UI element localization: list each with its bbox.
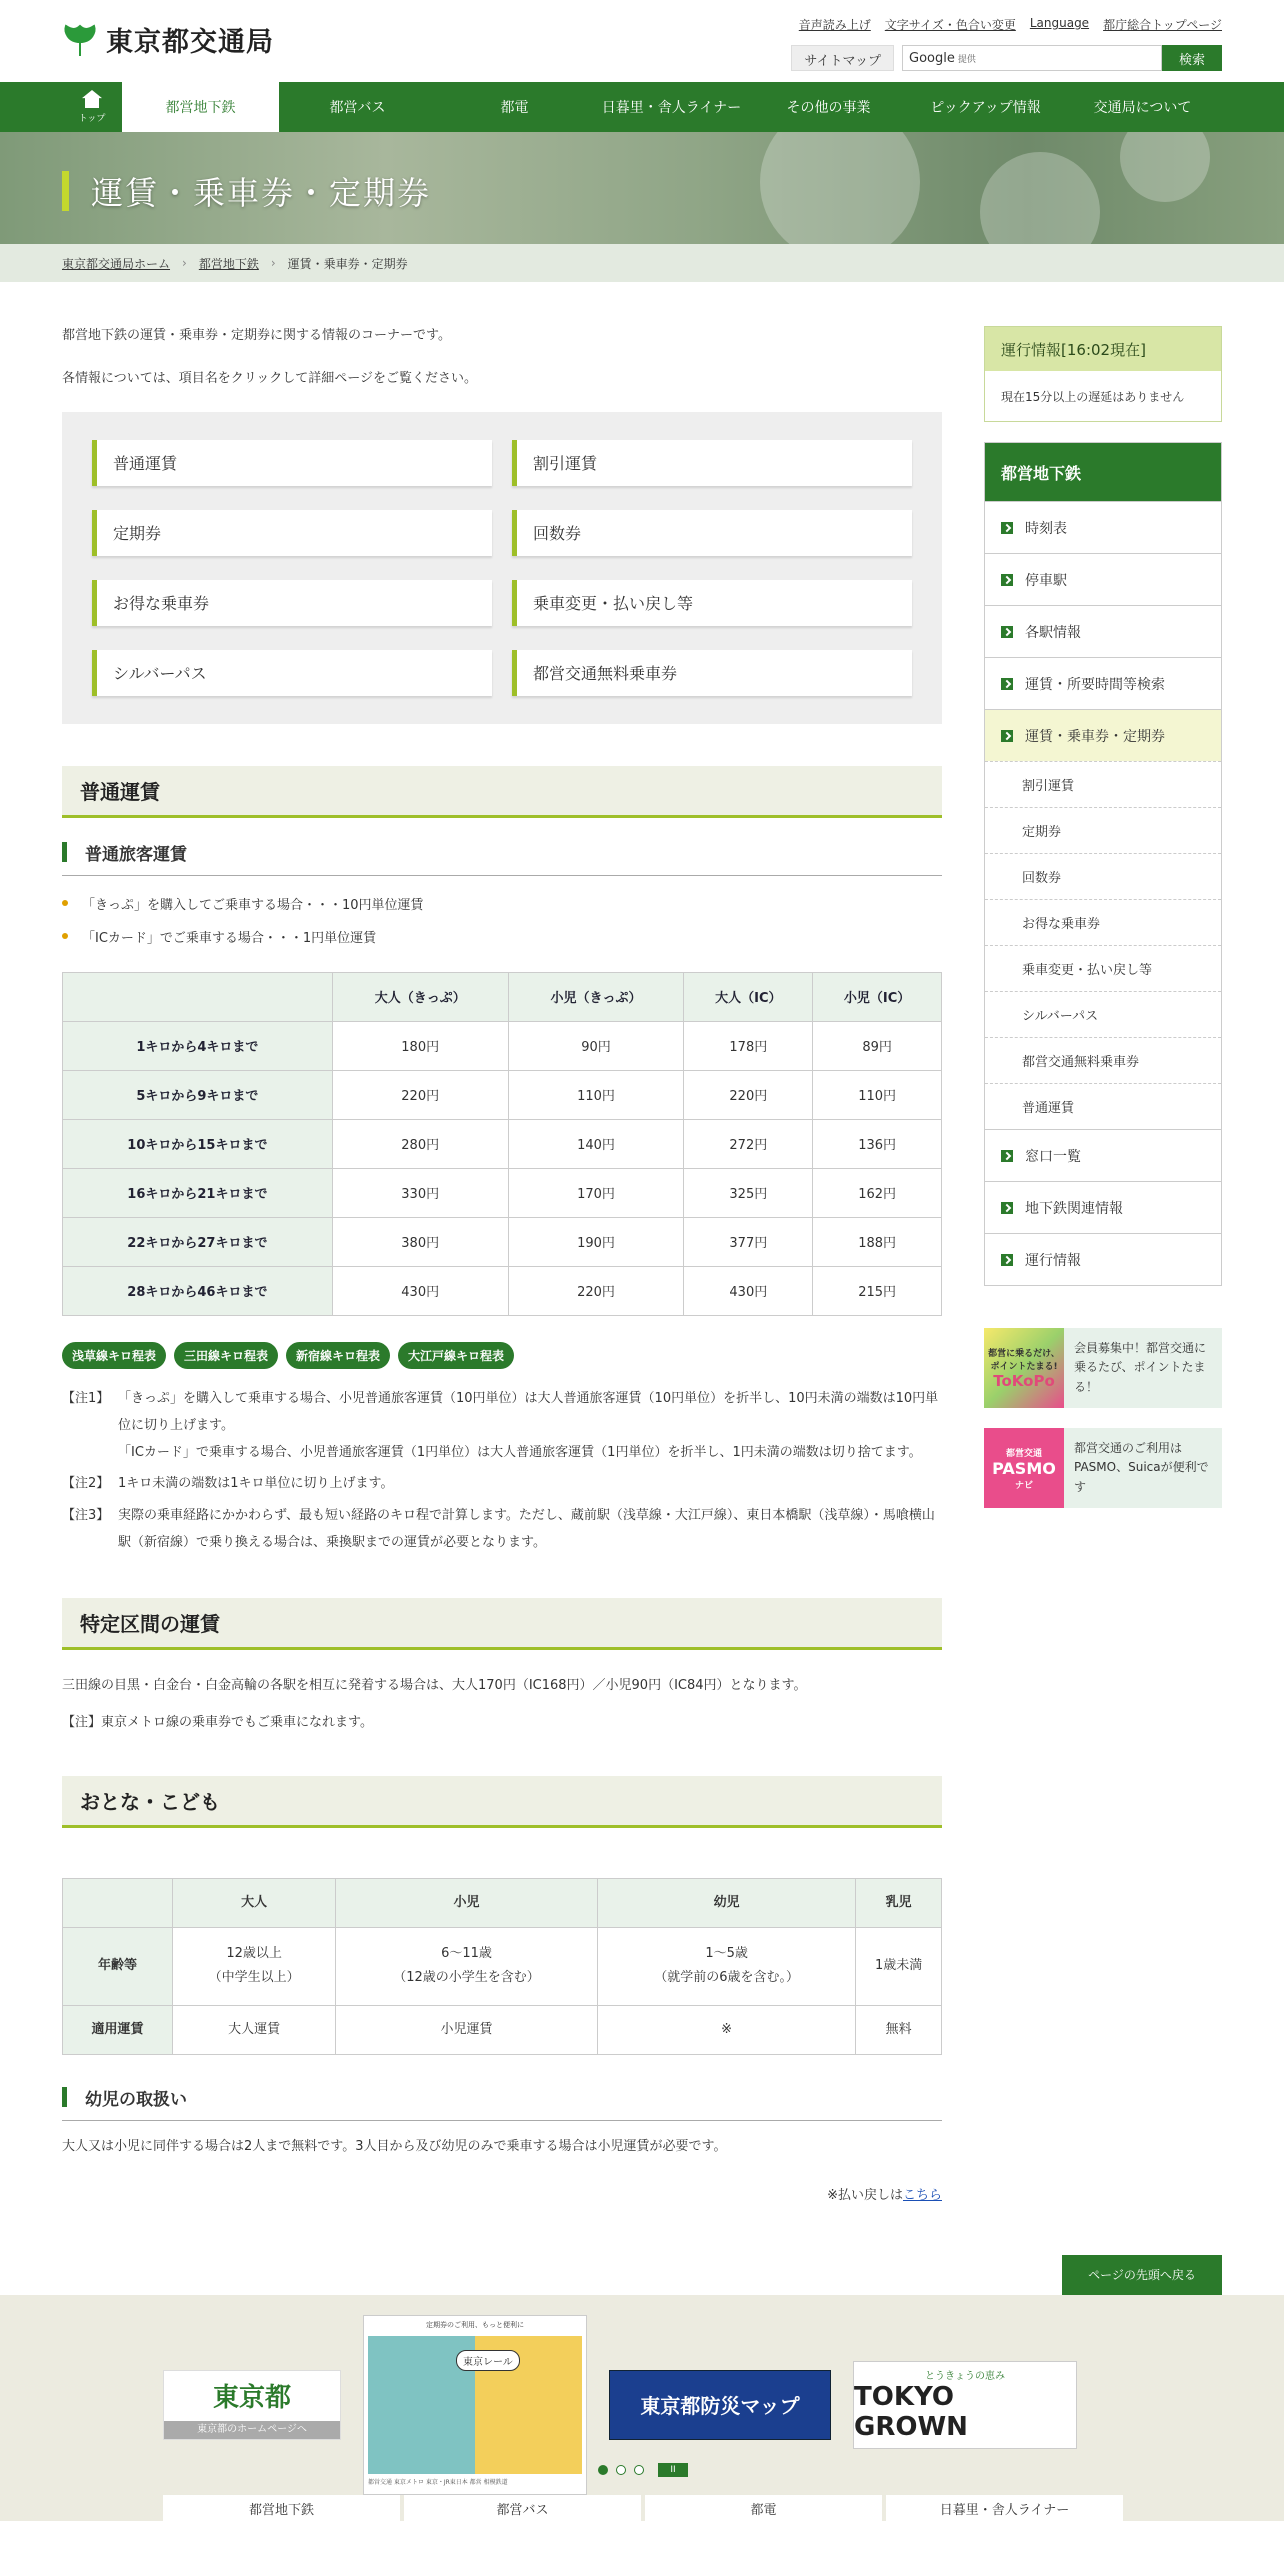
sidebar-subitem-refund[interactable]: 乗車変更・払い戻し等 [985, 945, 1221, 991]
section-heading-regular-fare: 普通運賃 [62, 766, 942, 818]
util-link-fontsize[interactable]: 文字サイズ・色合い変更 [884, 18, 1016, 32]
gnav-item-other[interactable]: その他の事業 [786, 100, 871, 116]
pagetop-wrap [0, 2255, 1284, 2295]
page-hero [0, 132, 1284, 244]
table-cell: 110円 [508, 1070, 684, 1119]
link-card-refund[interactable]: 乗車変更・払い戻し等 [512, 580, 912, 626]
util-link-voice[interactable]: 音声読み上げ [798, 18, 871, 32]
section-heading-age: おとな・こども [62, 1776, 942, 1828]
footer-nav-bus[interactable]: 都営バス [404, 2495, 641, 2521]
fare-notes [62, 1385, 942, 1557]
sidebar-subitem-commuter[interactable]: 定期券 [985, 807, 1221, 853]
table-header [63, 1878, 173, 1927]
hero-title [62, 168, 431, 214]
sidebar-item-related[interactable]: 地下鉄関連情報 [985, 1181, 1221, 1233]
banner-tokopo-text: 会員募集中！都営交通に乗るたび、ポイントたまる！ [1074, 1341, 1207, 1394]
gnav-item-pickup[interactable]: ピックアップ情報 [930, 100, 1041, 116]
table-cell: 12歳以上 （中学生以上） [173, 1927, 336, 2005]
gnav-item-bus[interactable]: 都営バス [329, 100, 386, 116]
sidebar-item-operation[interactable]: 運行情報 [985, 1233, 1221, 1285]
gnav-home-label: トップ [78, 114, 106, 124]
operation-status-text: 現在15分以上の遅延はありません [985, 371, 1221, 421]
ad-illustration [368, 2336, 582, 2474]
footer [0, 2295, 1284, 2521]
carousel-dot[interactable] [634, 2465, 644, 2475]
operation-status-box [984, 326, 1222, 422]
search-brand: Google [909, 50, 955, 66]
link-card-value-ticket[interactable]: お得な乗車券 [92, 580, 492, 626]
table-cell: 280円 [332, 1119, 508, 1168]
table-row [63, 1021, 942, 1070]
arrow-right-icon [1001, 1254, 1013, 1266]
table-header-row [63, 1878, 942, 1927]
hero-bokeh [980, 152, 1100, 244]
fare-table [62, 972, 942, 1316]
arrow-right-icon [1001, 626, 1013, 638]
table-header: 大人（きっぷ） [332, 972, 508, 1021]
sidebar-subitem-coupon[interactable]: 回数券 [985, 853, 1221, 899]
search-brand-sub: 提供 [957, 54, 976, 65]
category-link-grid [62, 412, 942, 724]
table-cell: 430円 [332, 1266, 508, 1315]
table-cell: 325円 [684, 1168, 813, 1217]
arrow-right-icon [1001, 678, 1013, 690]
carousel-dot[interactable] [616, 2465, 626, 2475]
list-item: 「ICカード」でご乗車する場合・・・1円単位運賃 [62, 927, 942, 946]
table-header: 小児（きっぷ） [508, 972, 684, 1021]
arrow-right-icon [1001, 1150, 1013, 1162]
table-header-row [63, 972, 942, 1021]
subsection-heading-fare: 普通旅客運賃 [62, 840, 942, 876]
note-label: 【注2】 [62, 1476, 110, 1492]
table-row [63, 1119, 942, 1168]
banner-pasmo-text: 都営交通のご利用はPASMO、Suicaが便利です [1074, 1441, 1209, 1494]
table-cell: 136円 [813, 1119, 942, 1168]
home-icon [82, 90, 102, 108]
infant-text: 大人又は小児に同伴する場合は2人まで無料です。3人目から及び幼児のみで乗車する場合は小児運賃が必要です。 [62, 2138, 727, 2154]
route-tag-asakusa[interactable]: 浅草線キロ程表 [62, 1342, 166, 1369]
note-text: 「ICカード」で乗車する場合、小児普通旅客運賃（1円単位）は大人普通旅客運賃（1円単位）を折半し、1円未満の端数は切り捨てます。 [118, 1445, 922, 1461]
page-top-button[interactable]: ページの先頭へ戻る [1062, 2255, 1222, 2295]
search-button[interactable]: 検索 [1162, 45, 1222, 71]
arrow-right-icon [1001, 730, 1013, 742]
sidebar-nav [984, 442, 1222, 1286]
table-row [63, 1070, 942, 1119]
gnav-item-subway[interactable]: 都営地下鉄 [122, 82, 279, 132]
utility-links [799, 16, 1222, 33]
sidebar-item-stops[interactable]: 停車駅 [985, 553, 1221, 605]
arrow-right-icon [1001, 574, 1013, 586]
ginkgo-leaf-icon [62, 22, 98, 58]
global-nav [0, 82, 1284, 132]
table-cell: 377円 [684, 1217, 813, 1266]
fare-bullets [62, 894, 942, 946]
header-tools [791, 45, 1222, 71]
tokyo-logo: 東京都 [212, 2383, 291, 2414]
table-cell: 430円 [684, 1266, 813, 1315]
footer-banner-tokyo-grown[interactable]: とうきょうの恵み TOKYO GROWN [853, 2361, 1077, 2449]
note-text: 実際の乗車経路にかかわらず、最も短い経路のキロ程で計算します。ただし、蔵前駅（浅草線・大江戸線）、東日本橋駅（浅草線）・馬喰横山駅（新宿線）で乗り換える場合は、乗換駅までの運賃が必要となります。 [118, 1507, 935, 1551]
arrow-right-icon [1001, 522, 1013, 534]
note-item [62, 1470, 942, 1497]
table-header: 乳児 [856, 1878, 942, 1927]
footer-banner-ad[interactable] [363, 2315, 587, 2495]
sitemap-button[interactable]: サイトマップ [791, 45, 894, 71]
route-tag-shinjuku[interactable]: 新宿線キロ程表 [286, 1342, 390, 1369]
link-card-coupon[interactable]: 回数券 [512, 510, 912, 556]
section-heading-special: 特定区間の運賃 [62, 1598, 942, 1650]
sidebar-nav-title[interactable]: 都営地下鉄 [985, 443, 1221, 501]
table-cell: 162円 [813, 1168, 942, 1217]
sidebar-item-timetable[interactable]: 時刻表 [985, 501, 1221, 553]
table-header: 大人 [173, 1878, 336, 1927]
special-text: 三田線の目黒・白金台・白金高輪の各駅を相互に発着する場合は、大人170円（IC168円）／小児90円（IC84円）となります。 [62, 1678, 807, 1694]
hero-bokeh [1120, 132, 1210, 202]
route-km-tags [62, 1342, 942, 1369]
tokyo-sub: 東京都のホームページへ [164, 2421, 340, 2439]
table-cell: 170円 [508, 1168, 684, 1217]
hero-bokeh [760, 132, 920, 244]
link-card-commuter-pass[interactable]: 定期券 [92, 510, 492, 556]
sidebar-subitem-value[interactable]: お得な乗車券 [985, 899, 1221, 945]
refund-link[interactable]: こちら [902, 2187, 942, 2203]
footer-nav-subway[interactable]: 都営地下鉄 [163, 2495, 400, 2521]
sidebar-item-search[interactable]: 運賃・所要時間等検索 [985, 657, 1221, 709]
site-header [0, 0, 1284, 82]
hero-accent-bar [62, 171, 69, 211]
util-link-language[interactable]: Language [1029, 16, 1090, 30]
table-cell: 220円 [332, 1070, 508, 1119]
operation-status-title[interactable]: 運行情報[16:02現在] [985, 327, 1221, 371]
note-label: 【注1】 [62, 1390, 110, 1406]
table-row-header: 5キロから9キロまで [63, 1070, 333, 1119]
table-cell: 大人運賃 [173, 2005, 336, 2054]
breadcrumb-subway[interactable]: 都営地下鉄 [198, 256, 259, 271]
table-row-header: 16キロから21キロまで [63, 1168, 333, 1217]
breadcrumb [0, 244, 1284, 282]
tokopo-logo: 都営に乗るだけ、 ポイントたまる! ToKoPo [984, 1328, 1064, 1408]
table-cell: 180円 [332, 1021, 508, 1070]
note-label: 【注3】 [62, 1507, 110, 1523]
table-header [63, 972, 333, 1021]
table-cell: 330円 [332, 1168, 508, 1217]
table-header: 大人（IC） [684, 972, 813, 1021]
search-input[interactable] [902, 45, 1162, 71]
ad-top-text: 定期券のご利用、もっと便利に [426, 2320, 524, 2329]
table-cell: 140円 [508, 1119, 684, 1168]
table-row-header: 10キロから15キロまで [63, 1119, 333, 1168]
table-cell: 1～5歳 （就学前の6歳を含む。） [597, 1927, 856, 2005]
ad-bubble: 東京レール [456, 2350, 520, 2371]
gnav-item-about[interactable]: 交通局について [1093, 100, 1192, 116]
banner-tokopo[interactable] [984, 1328, 1222, 1408]
table-cell: 190円 [508, 1217, 684, 1266]
intro-text: 各情報については、項目名をクリックして詳細ページをご覧ください。 [62, 370, 477, 386]
gnav-item-liner[interactable]: 日暮里・舎人ライナー [601, 100, 742, 116]
table-cell: ※ [597, 2005, 856, 2054]
carousel-dot[interactable] [598, 2465, 608, 2475]
table-cell: 215円 [813, 1266, 942, 1315]
table-header: 小児（IC） [813, 972, 942, 1021]
footer-banner-tokyo[interactable] [163, 2370, 341, 2440]
link-card-silver-pass[interactable]: シルバーパス [92, 650, 492, 696]
site-logo-text: 東京都交通局 [106, 27, 274, 58]
table-row [63, 1217, 942, 1266]
note-item [62, 1385, 942, 1467]
table-cell: 90円 [508, 1021, 684, 1070]
footer-banner-bousai[interactable]: 東京都防災マップ [609, 2370, 831, 2440]
link-card-regular-fare[interactable]: 普通運賃 [92, 440, 492, 486]
table-cell: 小児運賃 [336, 2005, 598, 2054]
table-row-header: 22キロから27キロまで [63, 1217, 333, 1266]
sidebar-subitem-regular[interactable]: 普通運賃 [985, 1083, 1221, 1129]
table-cell: 272円 [684, 1119, 813, 1168]
link-card-discount-fare[interactable]: 割引運賃 [512, 440, 912, 486]
gnav-item-tram[interactable]: 都電 [500, 100, 529, 116]
table-row-header: 1キロから4キロまで [63, 1021, 333, 1070]
table-cell: 220円 [684, 1070, 813, 1119]
list-item: 「きっぷ」を購入してご乗車する場合・・・10円単位運賃 [62, 894, 942, 913]
site-logo[interactable] [62, 20, 274, 59]
table-cell: 380円 [332, 1217, 508, 1266]
sidebar-item-fares-current[interactable]: 運賃・乗車券・定期券 [985, 709, 1221, 761]
gnav-home[interactable] [62, 82, 122, 132]
route-tag-mita[interactable]: 三田線キロ程表 [174, 1342, 278, 1369]
sidebar-subitem-free[interactable]: 都営交通無料乗車券 [985, 1037, 1221, 1083]
carousel-controls [598, 2463, 688, 2477]
table-header: 小児 [336, 1878, 598, 1927]
table-cell: 89円 [813, 1021, 942, 1070]
breadcrumb-current: 運賃・乗車券・定期券 [287, 256, 408, 271]
table-row [63, 1168, 942, 1217]
route-tag-oedo[interactable]: 大江戸線キロ程表 [398, 1342, 514, 1369]
table-row [63, 1927, 942, 2005]
sidebar-subitem-discount[interactable]: 割引運賃 [985, 761, 1221, 807]
table-row [63, 2005, 942, 2054]
age-table [62, 1878, 942, 2055]
note-item [62, 1502, 942, 1557]
main-content [62, 326, 942, 2203]
table-header: 幼児 [597, 1878, 856, 1927]
refund-note: ※払い戻しはこちら [827, 2187, 942, 2203]
note-text: 「きっぷ」を購入して乗車する場合、小児普通旅客運賃（10円単位）は大人普通旅客運賃（10円単位）を折半し、10円未満の端数は10円単位に切り上げます。 [118, 1390, 939, 1433]
util-link-metro-top[interactable]: 都庁総合トップページ [1103, 18, 1222, 32]
pause-icon[interactable]: II [658, 2463, 688, 2477]
chevron-right-icon: › [270, 256, 276, 270]
table-row-header: 適用運賃 [63, 2005, 173, 2054]
page-title: 運賃・乗車券・定期券 [91, 174, 432, 212]
table-row-header: 28キロから46キロまで [63, 1266, 333, 1315]
sidebar-item-counters[interactable]: 窓口一覧 [985, 1129, 1221, 1181]
ad-bottom-text: 都営交通 東京メトロ 東京・JR東日本 都営 相模鉄道 [368, 2479, 508, 2487]
footer-nav-liner[interactable]: 日暮里・舎人ライナー [886, 2495, 1123, 2521]
content-container [0, 326, 1284, 2203]
table-cell: 110円 [813, 1070, 942, 1119]
footer-nav-tram[interactable]: 都電 [645, 2495, 882, 2521]
table-cell: 無料 [856, 2005, 942, 2054]
table-cell: 178円 [684, 1021, 813, 1070]
footer-nav [163, 2495, 1123, 2521]
sidebar-subitem-silver[interactable]: シルバーパス [985, 991, 1221, 1037]
note-text: 1キロ未満の端数は1キロ単位に切り上げます。 [118, 1476, 394, 1492]
link-card-free-pass[interactable]: 都営交通無料乗車券 [512, 650, 912, 696]
table-row-header: 年齢等 [63, 1927, 173, 2005]
subsection-heading-infant: 幼児の取扱い [62, 2085, 942, 2121]
intro-text: 都営地下鉄の運賃・乗車券・定期券に関する情報のコーナーです。 [62, 328, 451, 343]
table-cell: 220円 [508, 1266, 684, 1315]
table-cell: 188円 [813, 1217, 942, 1266]
chevron-right-icon: › [182, 256, 187, 270]
banner-pasmo[interactable] [984, 1428, 1222, 1508]
special-note: 【注】東京メトロ線の乗車券でもご乗車になれます。 [62, 1715, 373, 1731]
sidebar-item-stations[interactable]: 各駅情報 [985, 605, 1221, 657]
table-cell: 1歳未満 [856, 1927, 942, 2005]
sidebar [984, 326, 1222, 2203]
breadcrumb-home[interactable]: 東京都交通局ホーム [62, 256, 171, 271]
table-row [63, 1266, 942, 1315]
pasmo-logo: 都営交通 PASMO ナビ [984, 1428, 1064, 1508]
table-cell: 6～11歳 （12歳の小学生を含む） [336, 1927, 598, 2005]
arrow-right-icon [1001, 1202, 1013, 1214]
